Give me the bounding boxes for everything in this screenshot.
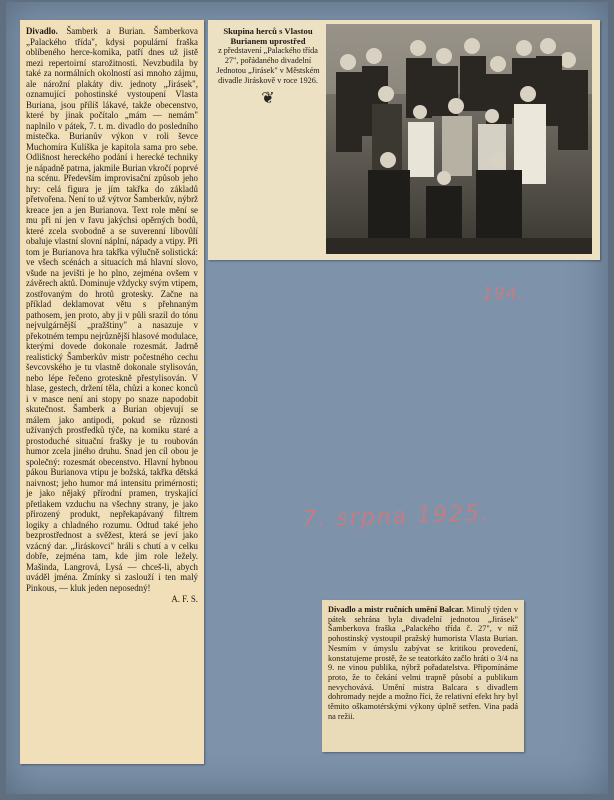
photo-clipping: [208, 20, 600, 260]
news-body: Minulý týden v pátek sehrána byla divadelní jednotou „Jirásek" Šamberkova fraška „Palackého třída č. 27", v níž pohostinský vystoupil pražský humorista Vlasta Burian. Nesmím v úmyslu zabývat se kritikou provedení, konstatujeme prostě, že se teatorkáto začlo hráti o 3/4 na 9. ne vinou publika, nýbrž pořadatelstva. Připomínáme proto, že to čekání velmi trapně působí a publikum nevychovává. Umění mistra Balcara s divadlem dohromady nejde a možno říci, že relativní efekt hry byl těmito oškamotérskými výkony úplně setřen. Vina padá na režii.: [328, 605, 519, 721]
review-body: Šamberk a Burian. Šamberkova „Palackého třída", kdysi populární fraška oblíbeného herce-komika, patří dnes už jistě mezi repertoirní starožitnosti. Nevzbudila by také za normálních okolností asi mnoho zájmu, ale nárožní plakáty div. jednoty „Jirásek", oznamující pohostinské vystoupení Vlasta Buriana, jsou příliš lákavé, takže obecenstvo, které by jinak počítalo „mám — nemám" naplnilo v pátek, 7. t. m. divadlo do posledního místečka. Burianův výkon v roli ševce Muchomíra Kulíška je kapitola sama pro sebe. Odlišnost hereckého podání i herecké techniky je nápadně patrna, jakmile Burian vkročí poprvé na scénu. Především improvisační způsob jeho hry: celá figura je jím takřka do základů přetvořena. Není to už výtvor Šamberkův, nýbrž kreace jen a jen Burianova. Text role mění se mu při ní jen v řavu jakýchsi opěrných bodů, které zcela svobodně a se suverenní libovůlí obaluje vlastní slovní náplní, nápady a vtipy. Při tom je Burianova hra takřka výlučně solistická: ve všech scénách a situacích má hlavní slovo, všude na jevišti je ho plno, zejména ovšem v závěrech aktů. Dominuje vždycky svým vtipem, zostřovaným do hrotů grotesky. Začne na příklad deklamovat větu s přehnaným pathosem, jen proto, aby ji v půli srazil do tónu nejvulgárnější „pražštiny" a nasazuje v překotném tempu nejrůznější hlasové modulace, kterými dovede dokonale rozesmát. Jadrně realistický Šamberkův mistr počestného cechu ševcovského je tu vlastně dokonale stylisován, nebo lépe řečeno groteskně přestylisován. V hlase, gestech, držení těla, chůzi a konec konců i v masce není ani stopy po snaze napodobit skutečnost. Šamberk a Burian objevují se málem jako antipodi, pokud se různosti užívaných prostředků týče, na komiku staré a prostoduché situační frašky je tu roubován humor zcela jiného druhu. Snad jen cíl obou je společný: rozesmát obecenstvo. Hlavní hybnou pákou Burianova vtipu je božská, takřka dětská naivnost; jeho humor má intensitu primérnosti; je jako nějaký přírodní pramen, tryskající přetlakem vzduchu na všechny strany, je jako přirozený produkt, nepřekapávaný filtrem logiky a chladného rozumu. Odtud také jeho bezprostřednost a svěžest, která se jeví jako vzácný dar. „Jiráskovci" hráli s chutí a v celku dobře, zejména tam, kde jim role ležely. Mašinda, Langrová, Lysá — chceš-li, abych uváděl jména. Zmínky si zaslouží i ten malý Pinkous, — kluk jeden neposedný!: [26, 26, 198, 593]
review-lead: Divadlo.: [26, 26, 58, 36]
photo-caption: [214, 26, 322, 252]
album-page: [6, 2, 608, 794]
review-signature: A. F. S.: [171, 594, 198, 604]
caption-title: Skupina herců s Vlastou Burianem uprostřed: [223, 26, 313, 46]
handwritten-page-number: 194.: [482, 284, 524, 304]
news-clipping: [322, 600, 524, 752]
review-text: [26, 26, 198, 593]
group-photo-image: [326, 24, 592, 254]
caption-body: z představení „Palackého třída 27", pořádaného divadelní Jednotou „Jirásek" v Městském divadle Jiráskově v roce 1926.: [216, 46, 320, 85]
news-lead: Divadlo a mistr ručních umění Balcar.: [328, 605, 465, 614]
ornament-icon: ❦: [261, 90, 275, 107]
news-text: [328, 605, 518, 721]
handwritten-date: 7. srpna 1925.: [301, 500, 491, 533]
review-clipping: [20, 20, 204, 764]
group-photo: [326, 24, 592, 254]
